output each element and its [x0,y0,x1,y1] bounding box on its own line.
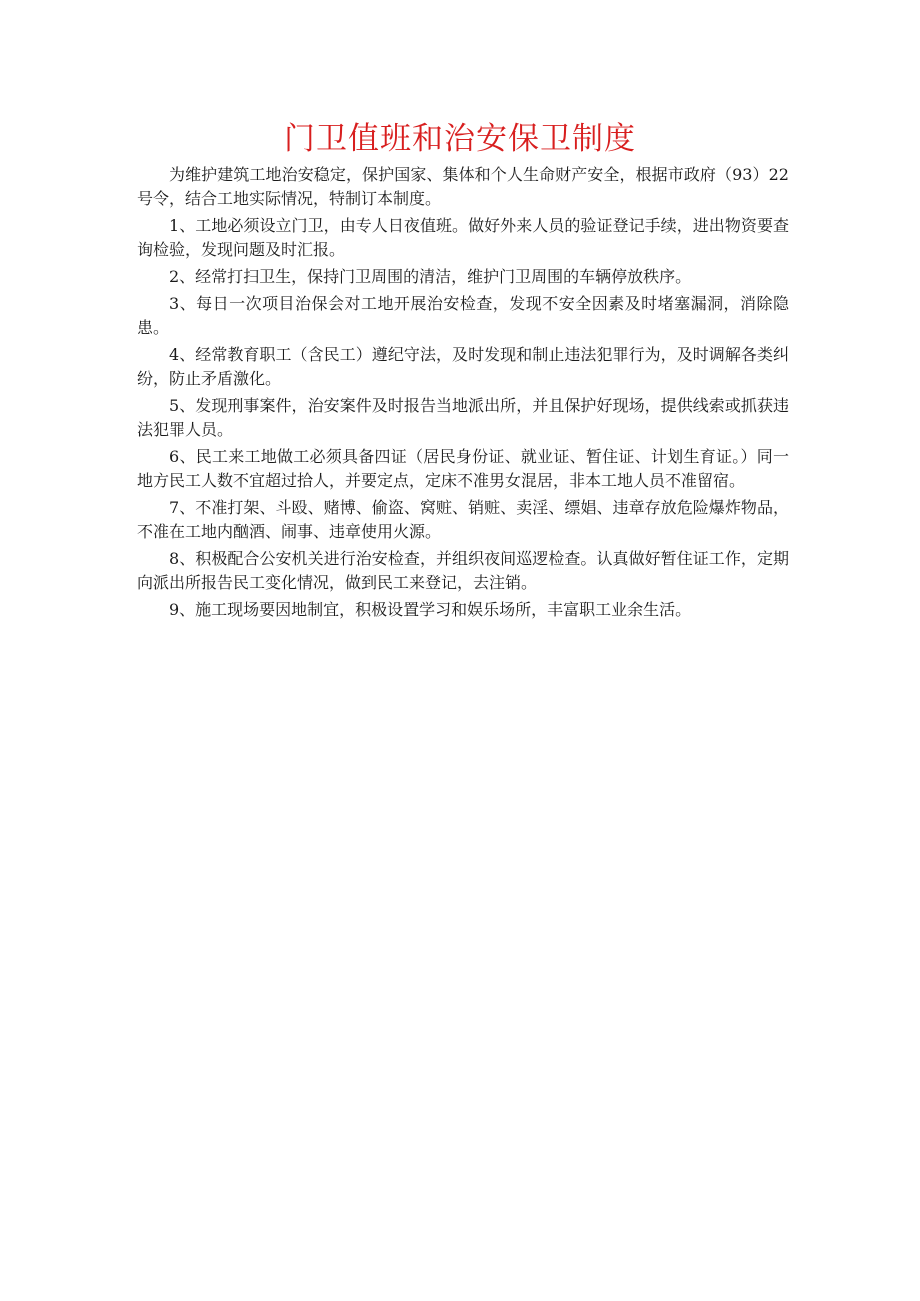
paragraph-rule-1: 1、工地必须设立门卫，由专人日夜值班。做好外来人员的验证登记手续，进出物资要查询检验，发现问题及时汇报。 [137,216,789,259]
paragraph-rule-8: 8、积极配合公安机关进行治安检查，并组织夜间巡逻检查。认真做好暂住证工作，定期向派出所报告民工变化情况，做到民工来登记，去注销。 [137,549,789,592]
paragraph-rule-6: 6、民工来工地做工必须具备四证（居民身份证、就业证、暂住证、计划生育证。）同一地方民工人数不宜超过拾人，并要定点，定床不准男女混居，非本工地人员不准留宿。 [137,447,789,490]
document-title: 门卫值班和治安保卫制度 [284,121,636,157]
paragraph-intro: 为维护建筑工地治安稳定，保护国家、集体和个人生命财产安全，根据市政府（93）22号令，结合工地实际情况，特制订本制度。 [137,165,789,208]
paragraph-rule-5: 5、发现刑事案件，治安案件及时报告当地派出所，并且保护好现场，提供线索或抓获违法犯罪人员。 [137,396,789,439]
paragraph-rule-7: 7、不准打架、斗殴、赌博、偷盗、窝赃、销赃、卖淫、缥娼、违章存放危险爆炸物品，不准在工地内酗酒、闹事、违章使用火源。 [137,498,789,541]
paragraph-rule-3: 3、每日一次项目治保会对工地开展治安检查，发现不安全因素及时堵塞漏洞，消除隐患。 [137,294,789,337]
paragraph-rule-9: 9、施工现场要因地制宜，积极设置学习和娱乐场所，丰富职工业余生活。 [169,600,692,619]
document-body [137,163,789,625]
paragraph-rule-2: 2、经常打扫卫生，保持门卫周围的清洁，维护门卫周围的车辆停放秩序。 [169,267,692,286]
paragraph-rule-4: 4、经常教育职工（含民工）遵纪守法，及时发现和制止违法犯罪行为，及时调解各类纠纷，防止矛盾激化。 [137,345,789,388]
